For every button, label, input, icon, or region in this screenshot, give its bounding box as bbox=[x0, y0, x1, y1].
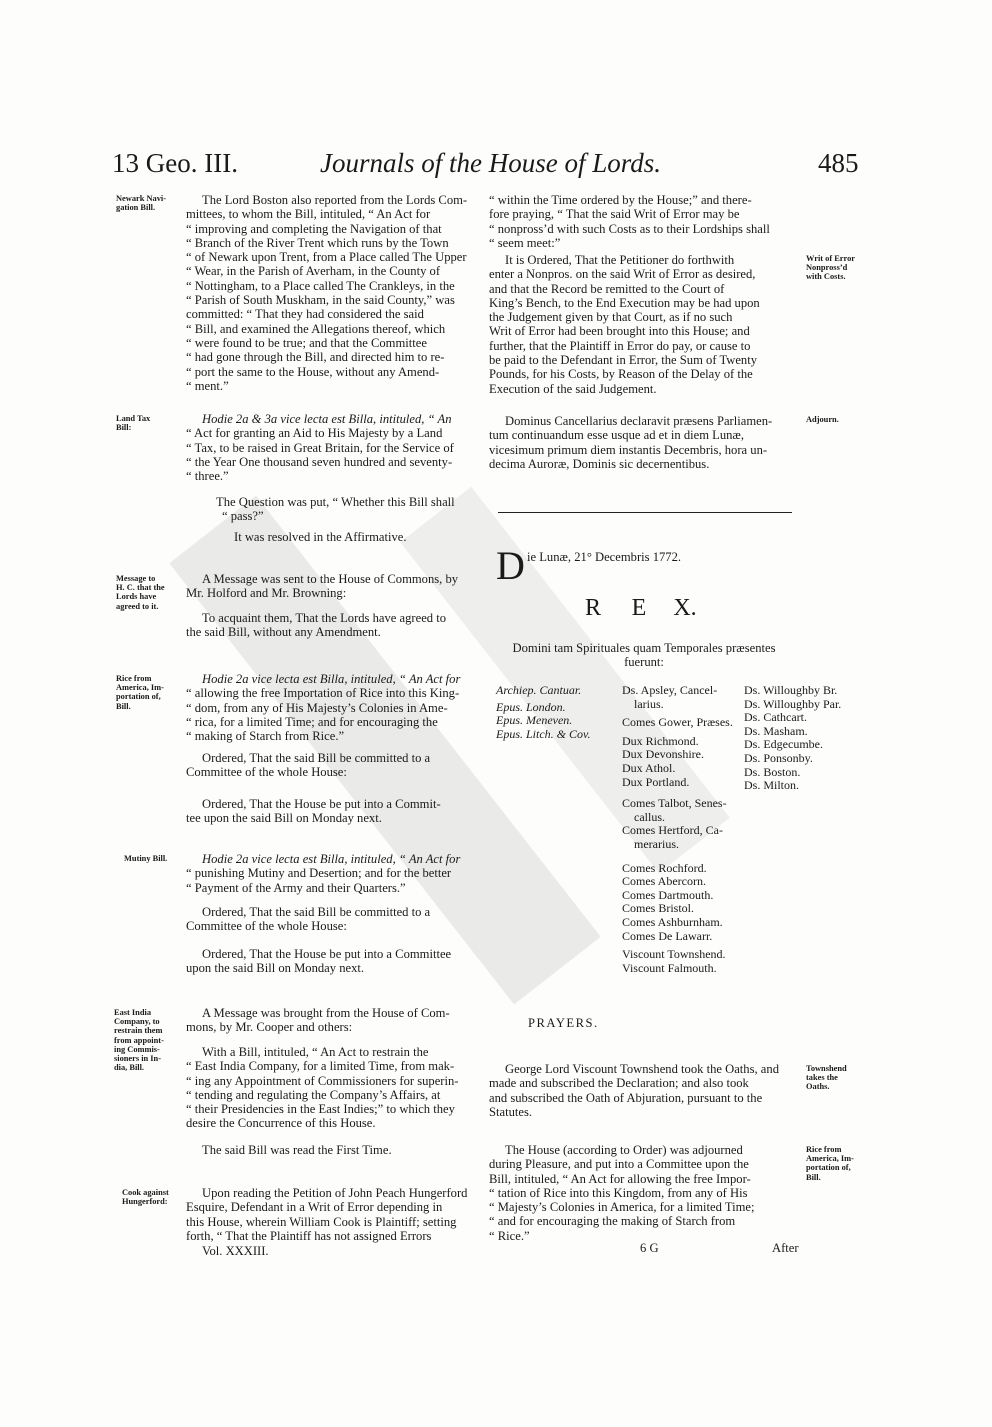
townshend-oaths: George Lord Viscount Townshend took the Oaths, and made and subscribed the Declaration; and also took and subscribed the Oath of Abjuration, pursuant to the Statutes. bbox=[489, 1062, 779, 1119]
adjournment-latin: Dominus Cancellarius declaravit præsens Parliamen- tum continuandum esse usque ad et in diem Lunæ, vicesimum primum diem instantis Decembris, hora un- decima Auroræ, Dominis sic decernentibus. bbox=[489, 414, 773, 471]
margin-note-rice-committee: Rice from America, Im- portation of, Bill. bbox=[806, 1145, 854, 1182]
message-commons: A Message was sent to the House of Commons, by Mr. Holford and Mr. Browning: bbox=[186, 572, 459, 601]
lords-spiritual-list: Archiep. Cantuar. Epus. London. Epus. Meneven. Epus. Litch. & Cov. bbox=[496, 683, 591, 741]
margin-note-adjourn: Adjourn. bbox=[806, 415, 839, 424]
volume-footer: Vol. XXXIII. bbox=[202, 1244, 269, 1258]
section-rule bbox=[498, 512, 792, 513]
page-title: Journals of the House of Lords. bbox=[320, 148, 662, 178]
mutiny-ordered-2: Ordered, That the House be put into a Committee upon the said Bill on Monday next. bbox=[186, 947, 452, 976]
newark-report: The Lord Boston also reported from the Lords Com- mittees, to whom the Bill, intituled, “ An Act for “ improving and completing the Navigation of that “ Branch of the River Trent which runs by the Town “ of Newark upon Trent, from a Place called The Upper “ Wear, in the Parish of Averham, in the County of “ Nottingham, to a Place called The Crankleys, in the “ Parish of South Muskham, in the said County,” was committed: “ That they had considered the said “ Bill, and examined the Allegations thereof, which “ were found to be true; and that the Committee “ had gone through the Bill, and directed him to re- “ port the same to the House, without any Amend- “ ment.” bbox=[186, 193, 468, 393]
prayers-heading: PRAYERS. bbox=[528, 1016, 599, 1030]
eastindia-bill: With a Bill, intituled, “ An Act to restrain the “ East India Company, for a limited Time, from mak- “ ing any Appointment of Commissioners for superin- “ tending and regulating the Company’s Affairs, at “ their Presidencies in the East Indies;” to which they desire the Concurrence of this House. bbox=[186, 1045, 459, 1131]
regnal-year: 13 Geo. III. bbox=[112, 148, 238, 178]
date-heading: ie Lunæ, 21° Decembris 1772. bbox=[527, 550, 682, 564]
margin-note-eastindia: East India Company, to restrain them from appoint- ing Commis- sioners in In- dia, Bill. bbox=[114, 1008, 164, 1073]
margin-note-newark: Newark Navi- gation Bill. bbox=[116, 194, 167, 213]
mutiny-reading: Hodie 2a vice lecta est Billa, intituled, “ An Act for “ punishing Mutiny and Desertion; and for the better “ Payment of the Army and their Quarters.” bbox=[186, 852, 461, 895]
catchword: After bbox=[772, 1241, 799, 1255]
margin-note-landtax: Land Tax Bill: bbox=[116, 414, 151, 433]
margin-note-cook: Cook against Hungerford: bbox=[122, 1188, 169, 1207]
eastindia-firsttime: The said Bill was read the First Time. bbox=[202, 1143, 392, 1157]
eastindia-message: A Message was brought from the House of Com- mons, by Mr. Cooper and others: bbox=[186, 1006, 450, 1035]
lords-barons-list: Ds. Willoughby Br. Ds. Willoughby Par. Ds. Cathcart. Ds. Masham. Ds. Edgecumbe. Ds. Ponsonby. Ds. Boston. Ds. Milton. bbox=[744, 683, 842, 793]
margin-note-writ: Writ of Error Nonpross’d with Costs. bbox=[806, 254, 855, 282]
lords-temporal-list: Ds. Apsley, Cancel- larius. Comes Gower, Præses. Dux Richmond. Dux Devonshire. Dux Athol. Dux Portland. Comes Talbot, Senes- callus. Comes Hertford, Ca- merarius. Comes Rochford. Comes Abercorn. Comes Dartmouth. Comes Bristol. Comes Ashburnham. Comes De Lawarr. Viscount Townshend. Viscount Falmouth. bbox=[622, 683, 733, 975]
domini-present: Domini tam Spirituales quam Temporales præsentes fuerunt: bbox=[512, 641, 776, 670]
writ-order: It is Ordered, That the Petitioner do forthwith enter a Nonpros. on the said Writ of Error as desired, and that the Record be remitted to the Court of King’s Bench, to the End Execution may be had upon the Judgement given by that Court, as if no such Writ of Error had been brought into this House; and further, that the Plaintiff in Error do pay, or cause to be paid to the Defendant in Error, the Sum of Twenty Pounds, for his Costs, by Reason of the Delay of the Execution of the said Judgement. bbox=[489, 253, 760, 396]
rice-ordered-2: Ordered, That the House be put into a Commit- tee upon the said Bill on Monday next. bbox=[186, 797, 441, 826]
rice-committee: The House (according to Order) was adjourned during Pleasure, and put into a Committee upon the Bill, intituled, “ An Act for allowing the free Impor- “ tation of Rice into this Kingdom, from any of His “ Majesty’s Colonies in America, for a limited Time; “ and for encouraging the making of Starch from “ Rice.” bbox=[489, 1143, 755, 1243]
rice-ordered-1: Ordered, That the said Bill be committed to a Committee of the whole House: bbox=[186, 751, 431, 780]
mutiny-ordered-1: Ordered, That the said Bill be committed to a Committee of the whole House: bbox=[186, 905, 431, 934]
page-number: 485 bbox=[818, 148, 859, 178]
landtax-resolved: It was resolved in the Affirmative. bbox=[234, 530, 407, 544]
rice-reading: Hodie 2a vice lecta est Billa, intituled, “ An Act for “ allowing the free Importation of Rice into this King- “ dom, from any of His Majesty’s Colonies in Ame- “ rica, for a limited Time; and for encouraging the “ making of Starch from Rice.” bbox=[186, 672, 461, 744]
landtax-question: The Question was put, “ Whether this Bill shall “ pass?” bbox=[216, 495, 455, 524]
message-acquaint: To acquaint them, That the Lords have agreed to the said Bill, without any Amendment. bbox=[186, 611, 447, 640]
margin-note-message: Message to H. C. that the Lords have agreed to it. bbox=[116, 574, 165, 611]
rex-heading: R E X. bbox=[584, 595, 697, 621]
margin-note-rice: Rice from America, Im- portation of, Bill. bbox=[116, 674, 164, 711]
petition-continued: “ within the Time ordered by the House;” and there- fore praying, “ That the said Writ of Error may be “ nonpross’d with such Costs as to their Lordships shall “ seem meet:” bbox=[489, 193, 770, 250]
margin-note-townshend: Townshend takes the Oaths. bbox=[806, 1064, 847, 1092]
signature-mark: 6 G bbox=[640, 1241, 659, 1255]
drop-cap: D bbox=[496, 543, 525, 588]
cook-petition: Upon reading the Petition of John Peach Hungerford Esquire, Defendant in a Writ of Error depending in this House, wherein William Cook is Plaintiff; setting forth, “ That the Plaintiff has not assigned Errors bbox=[186, 1186, 468, 1243]
margin-note-mutiny: Mutiny Bill. bbox=[124, 854, 168, 863]
landtax-reading: Hodie 2a & 3a vice lecta est Billa, intituled, “ An “ Act for granting an Aid to His Majesty by a Land “ Tax, to be raised in Great Britain, for the Service of “ the Year One thousand seven hundred and seventy- “ three.” bbox=[186, 412, 454, 484]
